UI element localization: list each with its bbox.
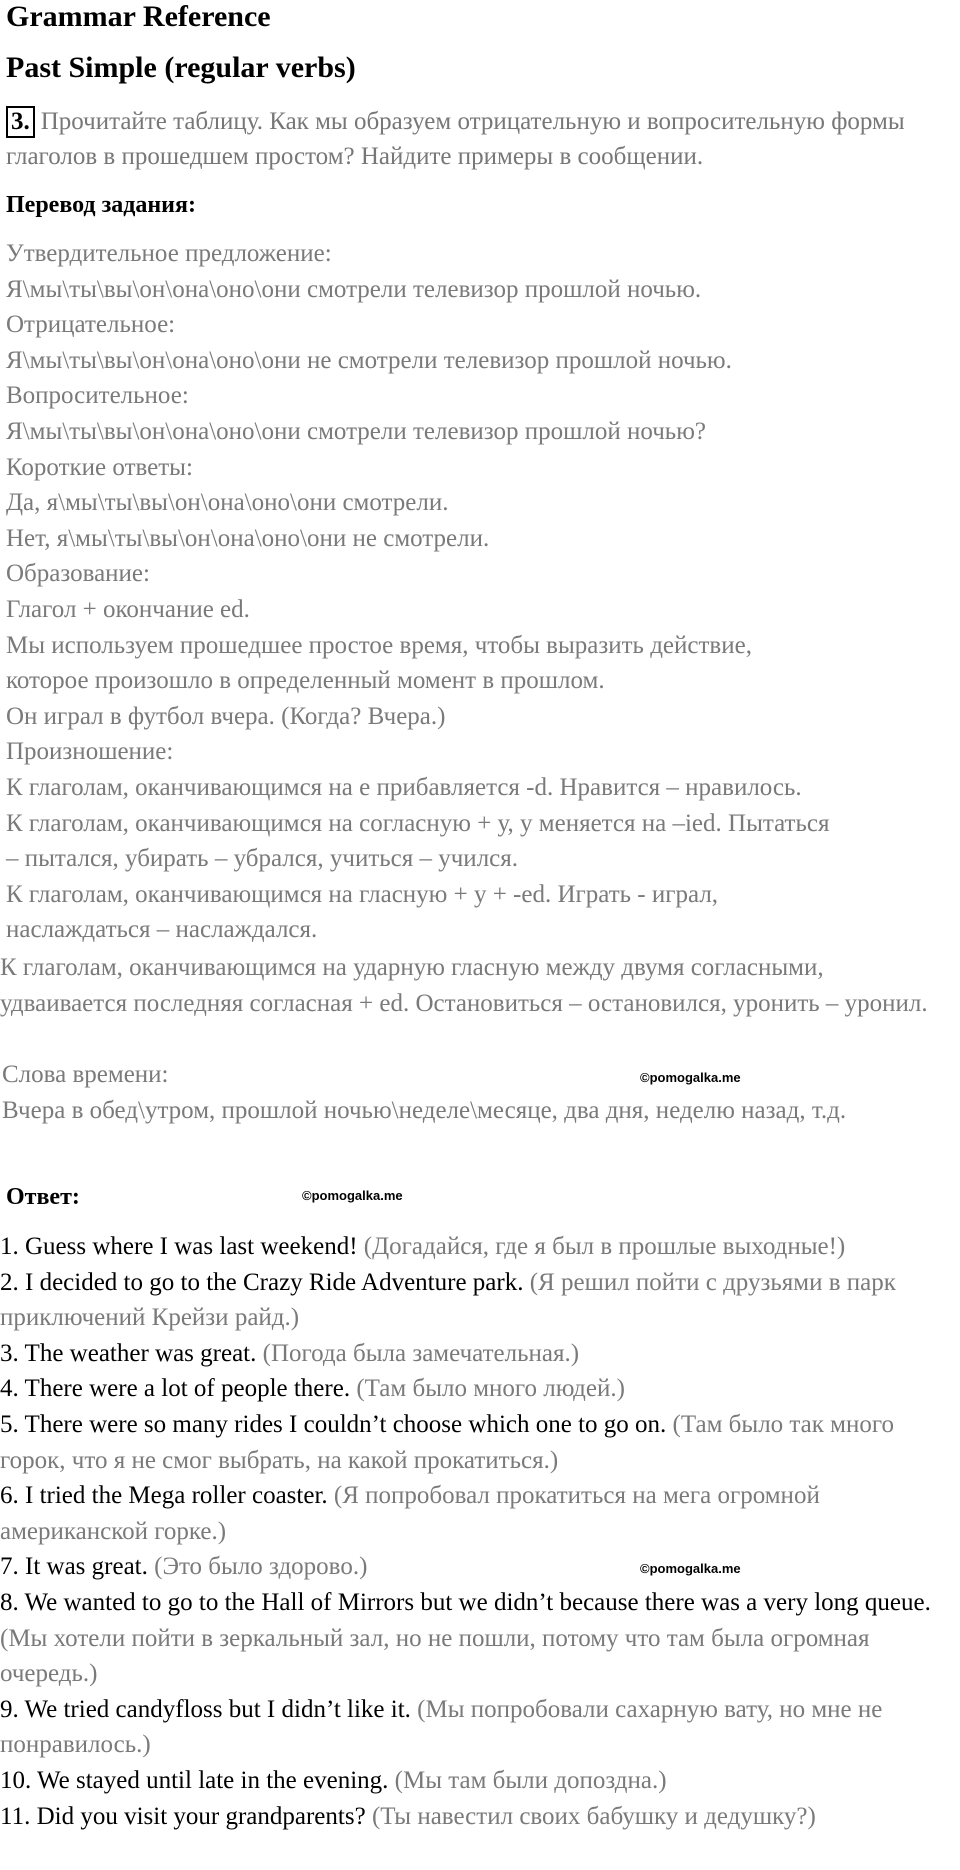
answer-item [0, 1763, 958, 1799]
answer-item [0, 1549, 958, 1585]
time-words-label: Слова времени: [2, 1061, 169, 1088]
translation-line: наслаждаться – наслаждался. [6, 916, 318, 944]
time-words: Вчера в обед\утром, прошлой ночью\неделе\месяце, два дня, неделю назад, т.д. [2, 1097, 847, 1124]
translation-line: Образование: [6, 560, 150, 588]
answer-english: 5. There were so many rides I couldn’t choose which one to go on. [0, 1410, 667, 1438]
translation-lines [6, 236, 956, 948]
translation-line: Я\мы\ты\вы\он\она\оно\они смотрели телевизор прошлой ночью? [6, 417, 706, 445]
answer-item [0, 1692, 958, 1763]
watermark: ©pomogalka.me [302, 1188, 403, 1203]
task-text [6, 104, 956, 174]
task-instruction: Прочитайте таблицу. Как мы образуем отрицательную и вопросительную формы глаголов в прошедшем простом? Найдите примеры в сообщении. [6, 108, 905, 170]
answer-english: 3. The weather was great. [0, 1339, 257, 1367]
translation-line: Да, я\мы\ты\вы\он\она\оно\они смотрели. [6, 489, 449, 517]
answer-english: 9. We tried candyfloss but I didn’t like it. [0, 1695, 411, 1723]
answer-translation: (Там было так много горок, что я не смог выбрать, на какой прокатиться.) [0, 1410, 894, 1474]
translation-line: К глаголам, оканчивающимся на согласную + у, у меняется на –ied. Пытаться [6, 809, 830, 837]
translation-line: Короткие ответы: [6, 453, 193, 481]
answer-translation: (Мы попробовали сахарную вату, но мне не понравилось.) [0, 1695, 883, 1759]
translation-line: Отрицательное: [6, 311, 176, 339]
answer-item [0, 1478, 958, 1549]
translation-line: Вопросительное: [6, 382, 189, 410]
answer-translation: (Догадайся, где я был в прошлые выходные!) [363, 1233, 846, 1260]
translation-line: Произношение: [6, 738, 174, 766]
answer-english: 4. There were a lot of people there. [0, 1375, 351, 1403]
answer-item [0, 1265, 958, 1336]
answer-label: Ответ: [6, 1184, 80, 1210]
answer-translation: (Мы хотели пойти в зеркальный зал, но не пошли, потому что там была огромная очередь.) [0, 1624, 870, 1688]
answer-translation: (Ты навестил своих бабушку и дедушку?) [371, 1802, 816, 1830]
answer-item [0, 1336, 958, 1372]
translation-line: К глаголам, оканчивающимся на гласную + у + -ed. Играть - играл, [6, 880, 719, 908]
answer-item [0, 1229, 958, 1265]
answer-list [0, 1229, 958, 1834]
translation-label: Перевод задания: [6, 192, 196, 218]
translation-line: Он играл в футбол вчера. (Когда? Вчера.) [6, 702, 446, 730]
answer-item [0, 1371, 958, 1407]
answer-english: 1. Guess where I was last weekend! [0, 1233, 358, 1260]
answer-translation: (Погода была замечательная.) [262, 1339, 580, 1367]
translation-line: Я\мы\ты\вы\он\она\оно\они не смотрели телевизор прошлой ночью. [6, 346, 732, 374]
answer-english: 6. I tried the Mega roller coaster. [0, 1482, 328, 1510]
answer-item [0, 1585, 958, 1692]
answer-english: 8. We wanted to go to the Hall of Mirrors but we didn’t because there was a very long queue. [0, 1588, 931, 1616]
translation-line: Утвердительное предложение: [6, 240, 332, 267]
page-subtitle: Past Simple (regular verbs) [6, 51, 356, 84]
task-number: 3. [6, 106, 35, 138]
watermark: ©pomogalka.me [640, 1070, 741, 1085]
translation-line: которое произошло в определенный момент в прошлом. [6, 667, 605, 695]
translation-extra: К глаголам, оканчивающимся на ударную гласную между двумя согласными, удваивается последняя согласная + ed. Остановиться – остановился, уронить – уронил. [0, 954, 928, 1017]
answer-translation: (Там было много людей.) [356, 1375, 625, 1403]
page-title: Grammar Reference [6, 0, 271, 33]
answer-translation: (Я попробовал прокатиться на мега огромной американской горке.) [0, 1482, 820, 1545]
watermark: ©pomogalka.me [640, 1561, 741, 1576]
answer-translation: (Мы там были допоздна.) [394, 1766, 667, 1794]
answer-translation: (Я решил пойти с друзьями в парк приключений Крейзи райд.) [0, 1268, 896, 1332]
translation-line: Мы используем прошедшее простое время, чтобы выразить действие, [6, 631, 752, 659]
answer-item [0, 1799, 958, 1835]
translation-line: – пытался, убирать – убрался, учиться – учился. [6, 845, 519, 873]
answer-english: 7. It was great. [0, 1553, 148, 1581]
answer-english: 10. We stayed until late in the evening. [0, 1766, 389, 1794]
translation-line: Нет, я\мы\ты\вы\он\она\оно\они не смотрели. [6, 524, 490, 552]
answer-english: 2. I decided to go to the Crazy Ride Adventure park. [0, 1268, 524, 1296]
translation-line: Глагол + окончание ed. [6, 595, 250, 623]
answer-translation: (Это было здорово.) [154, 1553, 368, 1581]
translation-line: Я\мы\ты\вы\он\она\оно\они смотрели телевизор прошлой ночью. [6, 275, 702, 303]
translation-line: К глаголам, оканчивающимся на е прибавляется -d. Нравится – нравилось. [6, 773, 802, 801]
answer-item [0, 1407, 958, 1478]
answer-english: 11. Did you visit your grandparents? [0, 1802, 366, 1830]
